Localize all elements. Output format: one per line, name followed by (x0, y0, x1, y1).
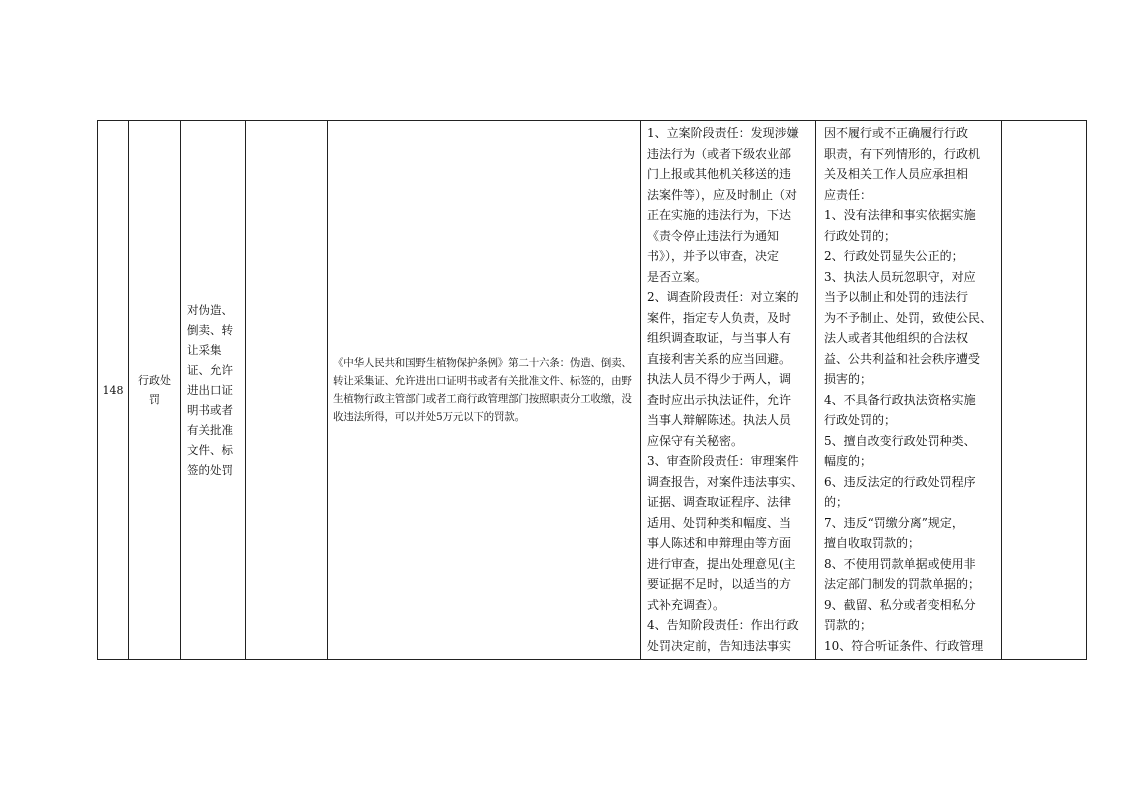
accountability-line: 2、行政处罚显失公正的； (824, 249, 964, 263)
accountability-line: 因不履行或不正确履行行政 (824, 126, 969, 140)
accountability-line: 法定部门制发的罚款单据的； (824, 577, 981, 591)
accountability-line: 职责，有下列情形的，行政机 (824, 146, 981, 161)
responsibility-line: 执法人员不得少于两人，调 (647, 372, 792, 386)
accountability-line: 1、没有法律和事实依据实施 (824, 208, 976, 222)
responsibility-line: 正在实施的违法行为，下达 (647, 208, 792, 222)
accountability-line: 为不予制止、处罚，致使公民、 (824, 310, 993, 325)
responsibility-line: 《责令停止违法行为通知 (647, 228, 780, 243)
accountability-line: 3、执法人员玩忽职守，对应 (824, 269, 976, 284)
responsibility-line: 3、审查阶段责任：审理案件 (647, 454, 799, 468)
accountability-line: 8、不使用罚款单据或使用非 (824, 556, 976, 571)
table-row (98, 121, 1087, 660)
sub-item-cell (246, 121, 328, 660)
accountability-line: 擅自收取罚款的； (824, 536, 921, 550)
accountability-line: 益、公共利益和社会秩序遭受 (824, 351, 981, 366)
responsibility-line: 应保守有关秘密。 (647, 433, 744, 448)
responsibility-line: 是否立案。 (647, 269, 708, 284)
accountability-line: 罚款的； (824, 618, 873, 632)
item-name-cell: 对伪造、倒卖、转让采集证、允许进出口证明书或者有关批准文件、标签的处罚 (181, 121, 246, 660)
responsibility-line: 式补充调查）。 (647, 597, 726, 612)
accountability-line: 应责任： (824, 187, 873, 202)
accountability-line: 幅度的； (824, 454, 873, 468)
responsibility-line: 2、调查阶段责任：对立案的 (647, 290, 799, 304)
responsibility-line: 适用、处罚种类和幅度、当 (647, 515, 792, 530)
document-table (97, 120, 1087, 660)
responsibility-line: 法案件等），应及时制止（对 (647, 187, 798, 202)
responsibility-line: 案件，指定专人负责，及时 (647, 310, 792, 325)
responsibility-line: 1、立案阶段责任：发现涉嫌 (647, 126, 799, 140)
responsibility-line: 当事人辩解陈述。执法人员 (647, 413, 792, 427)
accountability-line: 6、违反法定的行政处罚程序 (824, 474, 976, 489)
responsibility-line: 进行审查，提出处理意见(主 (647, 556, 796, 571)
responsibility-line: 证据、调查取证程序、法律 (647, 495, 792, 509)
responsibility-line: 直接利害关系的应当回避。 (647, 351, 792, 366)
accountability-line: 9、截留、私分或者变相私分 (824, 597, 976, 612)
responsibility-line: 要证据不足时，以适当的方 (647, 577, 792, 591)
accountability-line: 关及相关工作人员应承担相 (824, 167, 969, 181)
responsibility-line: 查时应出示执法证件，允许 (647, 392, 792, 407)
responsibility-line: 事人陈述和申辩理由等方面 (647, 536, 792, 550)
accountability-cell (816, 121, 1002, 660)
responsibility-line: 书》），并予以审查，决定 (647, 249, 780, 263)
responsibility-cell (641, 121, 816, 660)
row-number: 148 (98, 121, 129, 660)
responsibility-line: 违法行为（或者下级农业部 (647, 146, 792, 161)
responsibility-line: 4、告知阶段责任：作出行政 (647, 618, 799, 632)
responsibility-line: 门上报或其他机关移送的违 (647, 167, 792, 181)
accountability-line: 损害的； (824, 372, 873, 386)
accountability-line: 5、擅自改变行政处罚种类、 (824, 433, 976, 448)
accountability-line: 4、不具备行政执法资格实施 (824, 392, 976, 407)
responsibility-line: 组织调查取证，与当事人有 (647, 331, 792, 345)
accountability-line: 7、违反“罚缴分离”规定， (824, 515, 964, 530)
responsibility-line: 调查报告，对案件违法事实、 (647, 474, 804, 489)
accountability-line: 行政处罚的； (824, 228, 897, 243)
accountability-line: 法人或者其他组织的合法权 (824, 331, 969, 345)
accountability-line: 的； (824, 495, 849, 509)
accountability-line: 10、符合听证条件、行政管理 (824, 638, 984, 653)
responsibility-line: 处罚决定前，告知违法事实 (647, 638, 792, 653)
remarks-cell (1002, 121, 1087, 660)
accountability-line: 行政处罚的； (824, 413, 897, 427)
category-cell: 行政处罚 (129, 121, 181, 660)
accountability-line: 当予以制止和处罚的违法行 (824, 290, 969, 304)
legal-basis-cell: 《中华人民共和国野生植物保护条例》第二十六条：伪造、倒卖、转让采集证、允许进出口证明书或者有关批准文件、标签的，由野生植物行政主管部门或者工商行政管理部门按照职责分工收缴，没收违法所得，可以并处5万元以下的罚款。 (328, 121, 641, 660)
